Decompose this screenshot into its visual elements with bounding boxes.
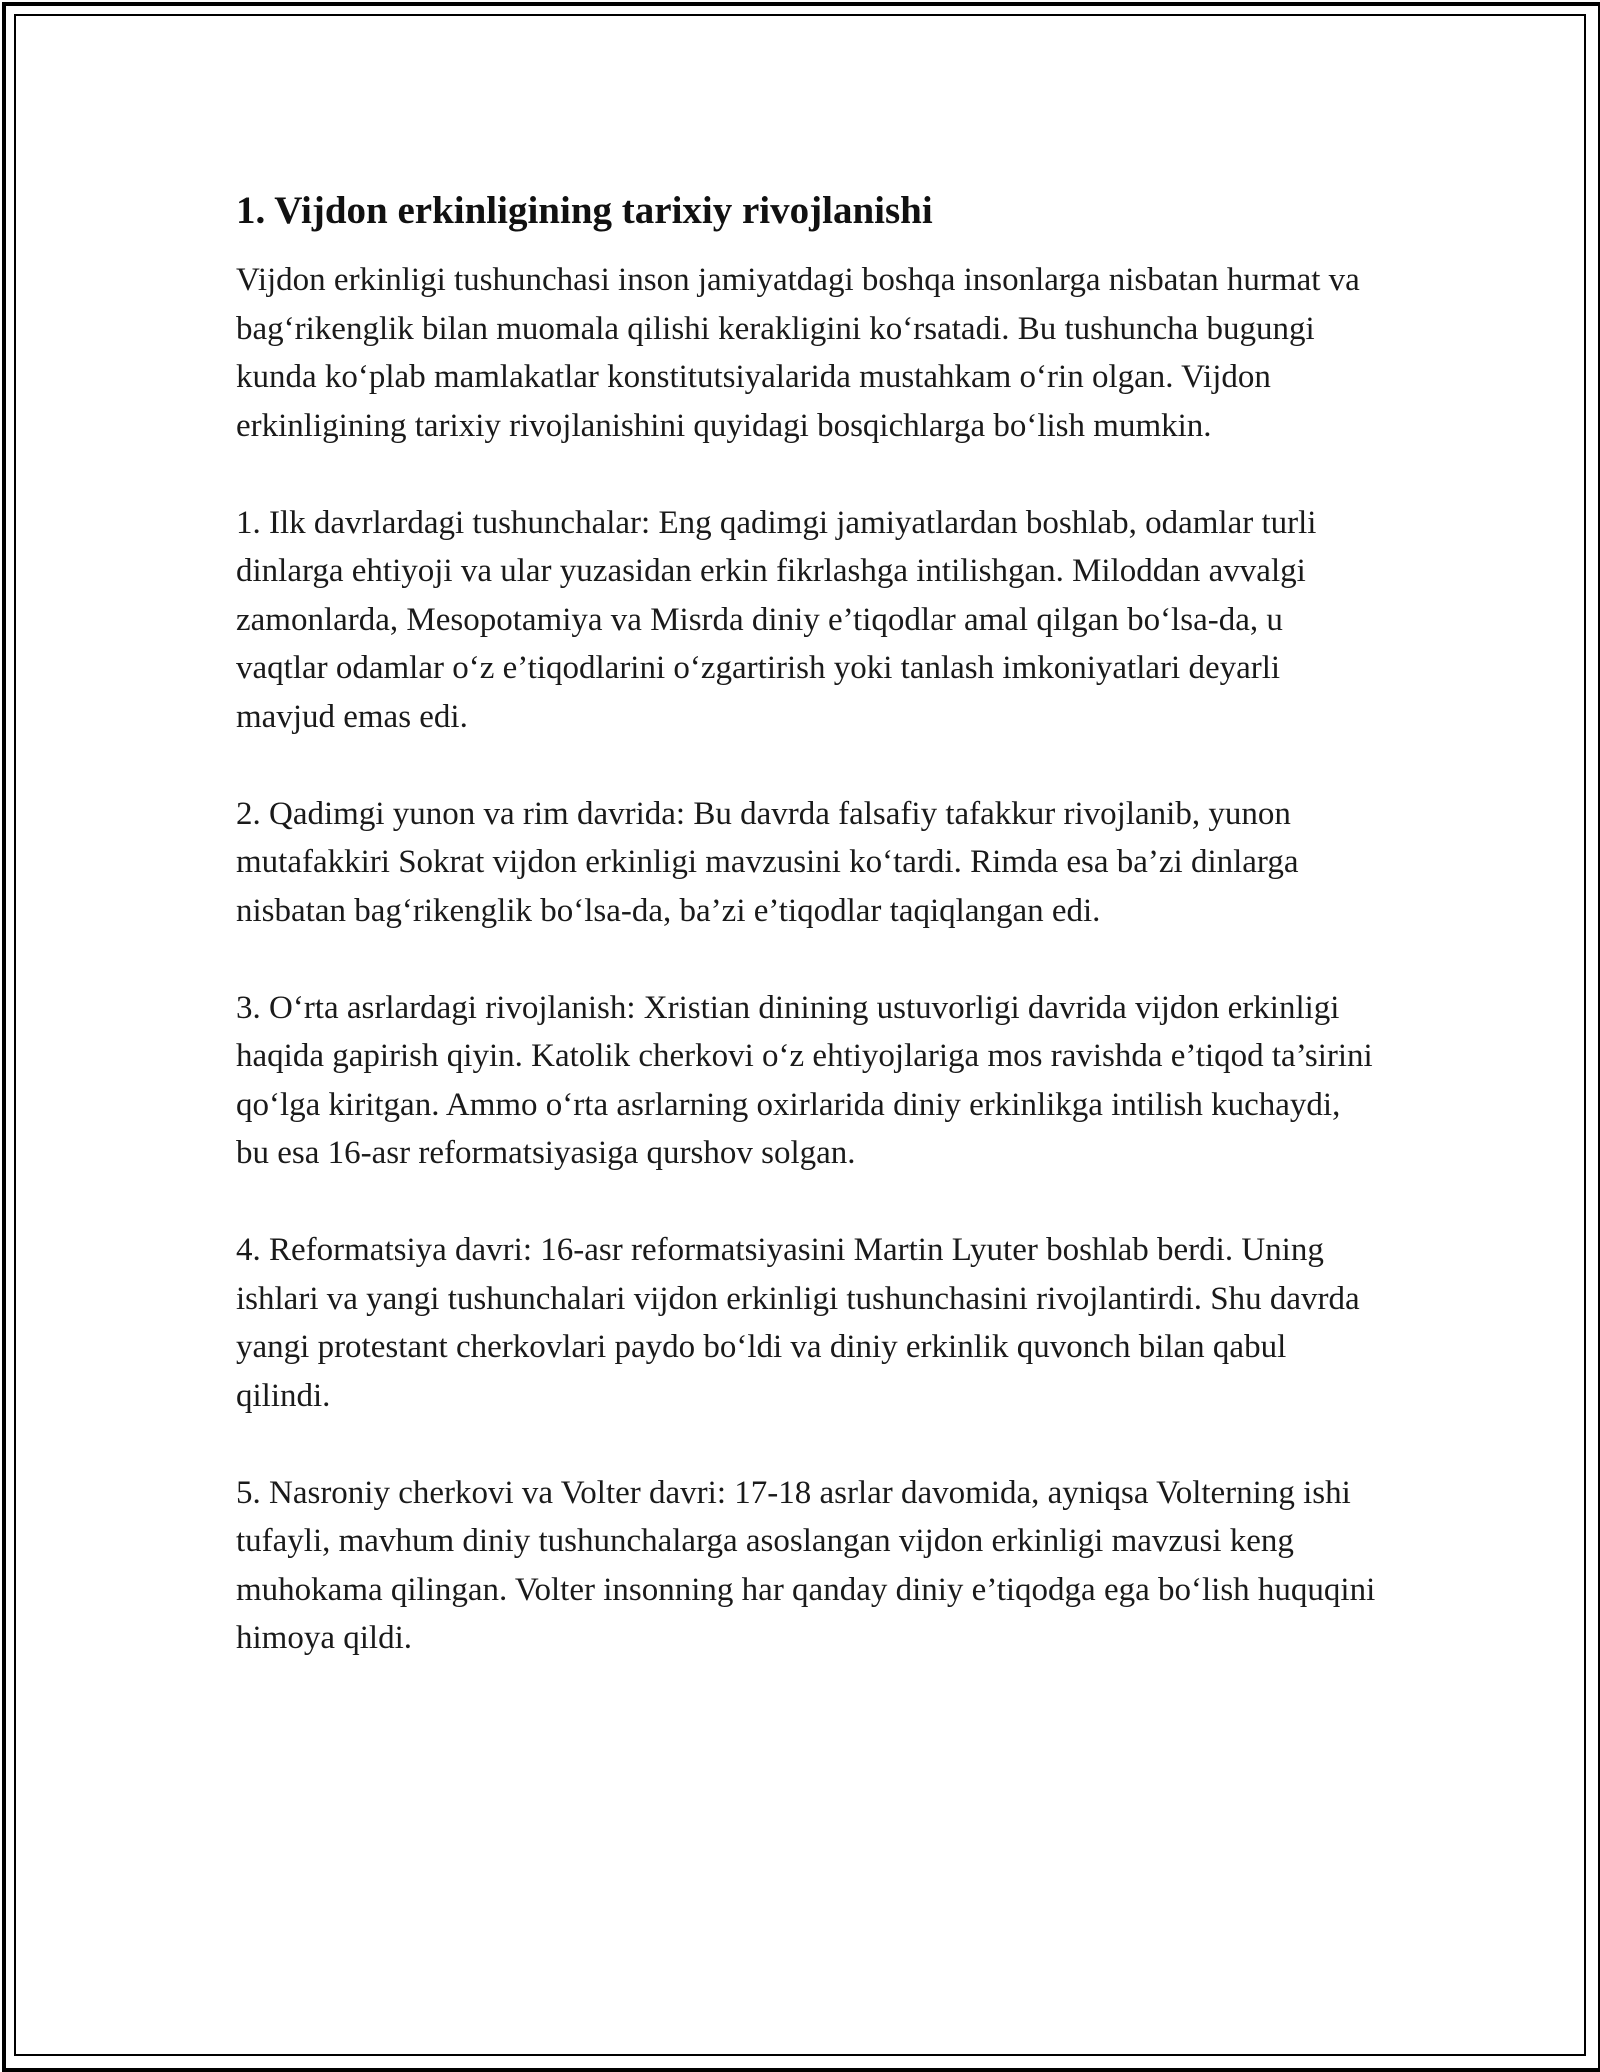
document-body <box>236 186 1376 1711</box>
intro-paragraph: Vijdon erkinligi tushunchasi inson jamiyatdagi boshqa insonlarga nisbatan hurmat va bag‘rikenglik bilan muomala qilishi kerakligini ko‘rsatadi. Bu tushuncha bugungi kunda ko‘plab mamlakatlar konstitutsiyalarida mustahkam o‘rin olgan. Vijdon erkinligining tarixiy rivojlanishini quyidagi bosqichlarga bo‘lish mumkin. <box>236 262 1360 444</box>
section-heading: 1. Vijdon erkinligining tarixiy rivojlanishi <box>236 189 933 232</box>
paragraph-voltaire-era: 5. Nasroniy cherkovi va Volter davri: 17-18 asrlar davomida, ayniqsa Volterning ishi tufayli, mavhum diniy tushunchalarga asoslangan vijdon erkinligi mavzusi keng muhokama qilingan. Volter insonning har qanday diniy e’tiqodga ega bo‘lish huquqini himoya qildi. <box>236 1474 1376 1656</box>
paragraph-ancient-greece-rome: 2. Qadimgi yunon va rim davrida: Bu davrda falsafiy tafakkur rivojlanib, yunon mutafakkiri Sokrat vijdon erkinligi mavzusini ko‘tardi. Rimda esa ba’zi dinlarga nisbatan bag‘rikenglik bo‘lsa-da, ba’zi e’tiqodlar taqiqlangan edi. <box>236 795 1299 929</box>
paragraph-reformation: 4. Reformatsiya davri: 16-asr reformatsiyasini Martin Lyuter boshlab berdi. Uning ishlari va yangi tushunchalari vijdon erkinligi tushunchasini rivojlantirdi. Shu davrda yangi protestant cherkovlari paydo bo‘ldi va diniy erkinlik quvonch bilan qabul qilindi. <box>236 1232 1360 1414</box>
paragraph-middle-ages: 3. O‘rta asrlardagi rivojlanish: Xristian dinining ustuvorligi davrida vijdon erkinligi haqida gapirish qiyin. Katolik cherkovi o‘z ehtiyojlariga mos ravishda e’tiqod ta’sirini qo‘lga kiritgan. Ammo o‘rta asrlarning oxirlarida diniy erkinlikga intilish kuchaydi, bu esa 16-asr reformatsiyasiga qurshov solgan. <box>236 989 1373 1171</box>
paragraph-early-concepts: 1. Ilk davrlardagi tushunchalar: Eng qadimgi jamiyatlardan boshlab, odamlar turli dinlarga ehtiyoji va ular yuzasidan erkin fikrlashga intilishgan. Miloddan avvalgi zamonlarda, Mesopotamiya va Misrda diniy e’tiqodlar amal qilgan bo‘lsa-da, u vaqtlar odamlar o‘z e’tiqodlarini o‘zgartirish yoki tanlash imkoniyatlari deyarli mavjud emas edi. <box>236 504 1317 735</box>
